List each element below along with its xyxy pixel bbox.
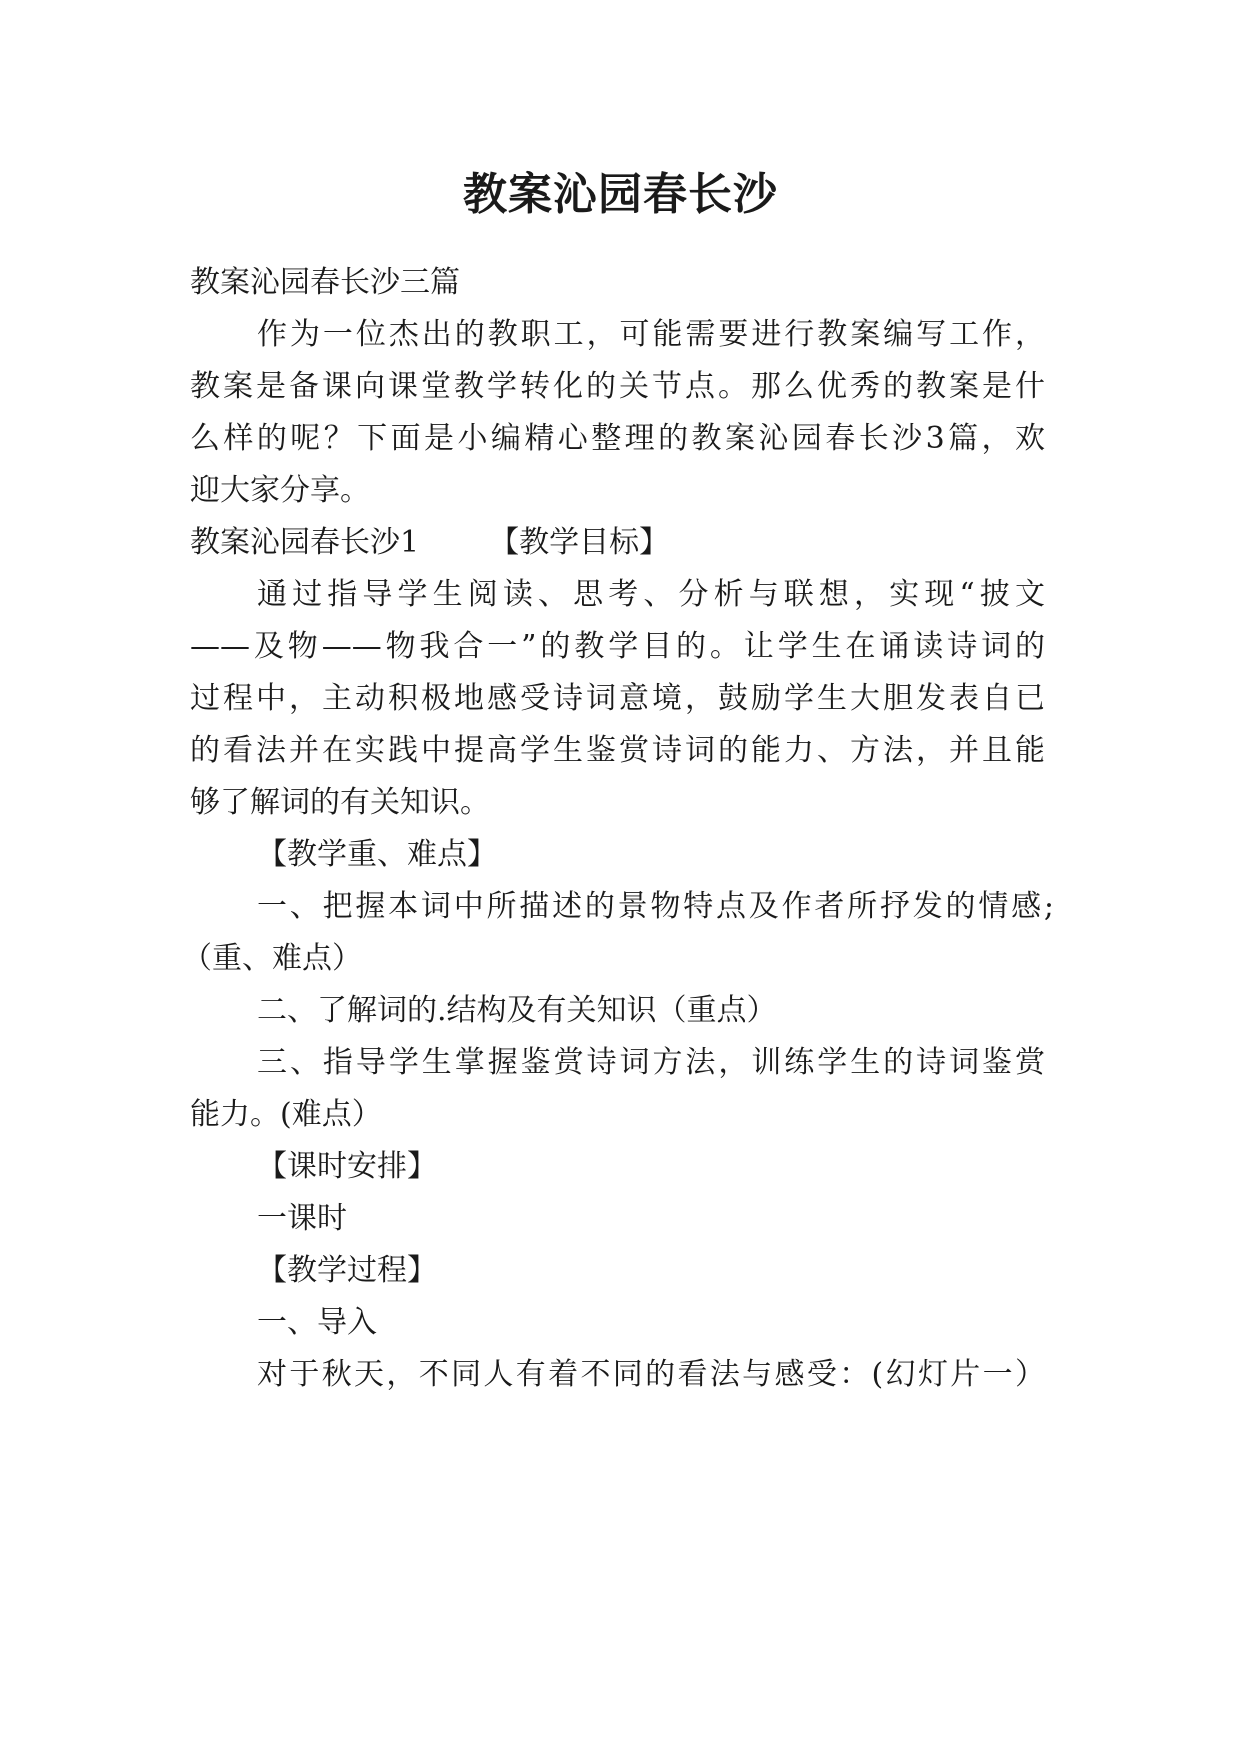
goal-line-4: 的看法并在实践中提高学生鉴赏诗词的能力、方法，并且能: [190, 733, 1045, 768]
schedule-heading: 【课时安排】: [257, 1149, 437, 1184]
process-step-1-text: 对于秋天，不同人有着不同的看法与感受：(幻灯片一）: [257, 1357, 1045, 1392]
key-line-1a: 一、把握本词中所描述的景物特点及作者所抒发的情感;: [257, 889, 1054, 924]
process-heading: 【教学过程】: [257, 1253, 437, 1288]
goal-heading: 【教学目标】: [489, 525, 670, 560]
goal-line-1: 通过指导学生阅读、思考、分析与联想，实现“披文: [257, 577, 1045, 612]
intro-line-2: 教案是备课向课堂教学转化的关节点。那么优秀的教案是什: [190, 369, 1045, 404]
key-line-1b: （重、难点）: [182, 941, 362, 976]
process-step-1: 一、导入: [257, 1305, 377, 1340]
key-line-3a: 三、指导学生掌握鉴赏诗词方法，训练学生的诗词鉴赏: [257, 1045, 1045, 1080]
goal-line-2: ——及物——物我合一”的教学目的。让学生在诵读诗词的: [190, 629, 1045, 664]
key-line-3b: 能力。(难点）: [190, 1097, 382, 1132]
section1-heading: 教案沁园春长沙1: [190, 525, 420, 560]
goal-line-5: 够了解词的有关知识。: [190, 785, 490, 820]
subtitle-line: 教案沁园春长沙三篇: [190, 265, 460, 300]
intro-line-1: 作为一位杰出的教职工，可能需要进行教案编写工作，: [257, 317, 1045, 352]
intro-line-4: 迎大家分享。: [190, 473, 370, 508]
section-heading-line: [190, 525, 670, 560]
document-title: 教案沁园春长沙: [463, 169, 778, 220]
goal-line-3: 过程中，主动积极地感受诗词意境，鼓励学生大胆发表自已: [190, 681, 1045, 716]
key-heading: 【教学重、难点】: [257, 837, 497, 872]
key-line-2: 二、了解词的.结构及有关知识（重点）: [257, 993, 777, 1028]
intro-line-3: 么样的呢？下面是小编精心整理的教案沁园春长沙3篇，欢: [190, 421, 1045, 456]
schedule-line: 一课时: [257, 1201, 347, 1236]
